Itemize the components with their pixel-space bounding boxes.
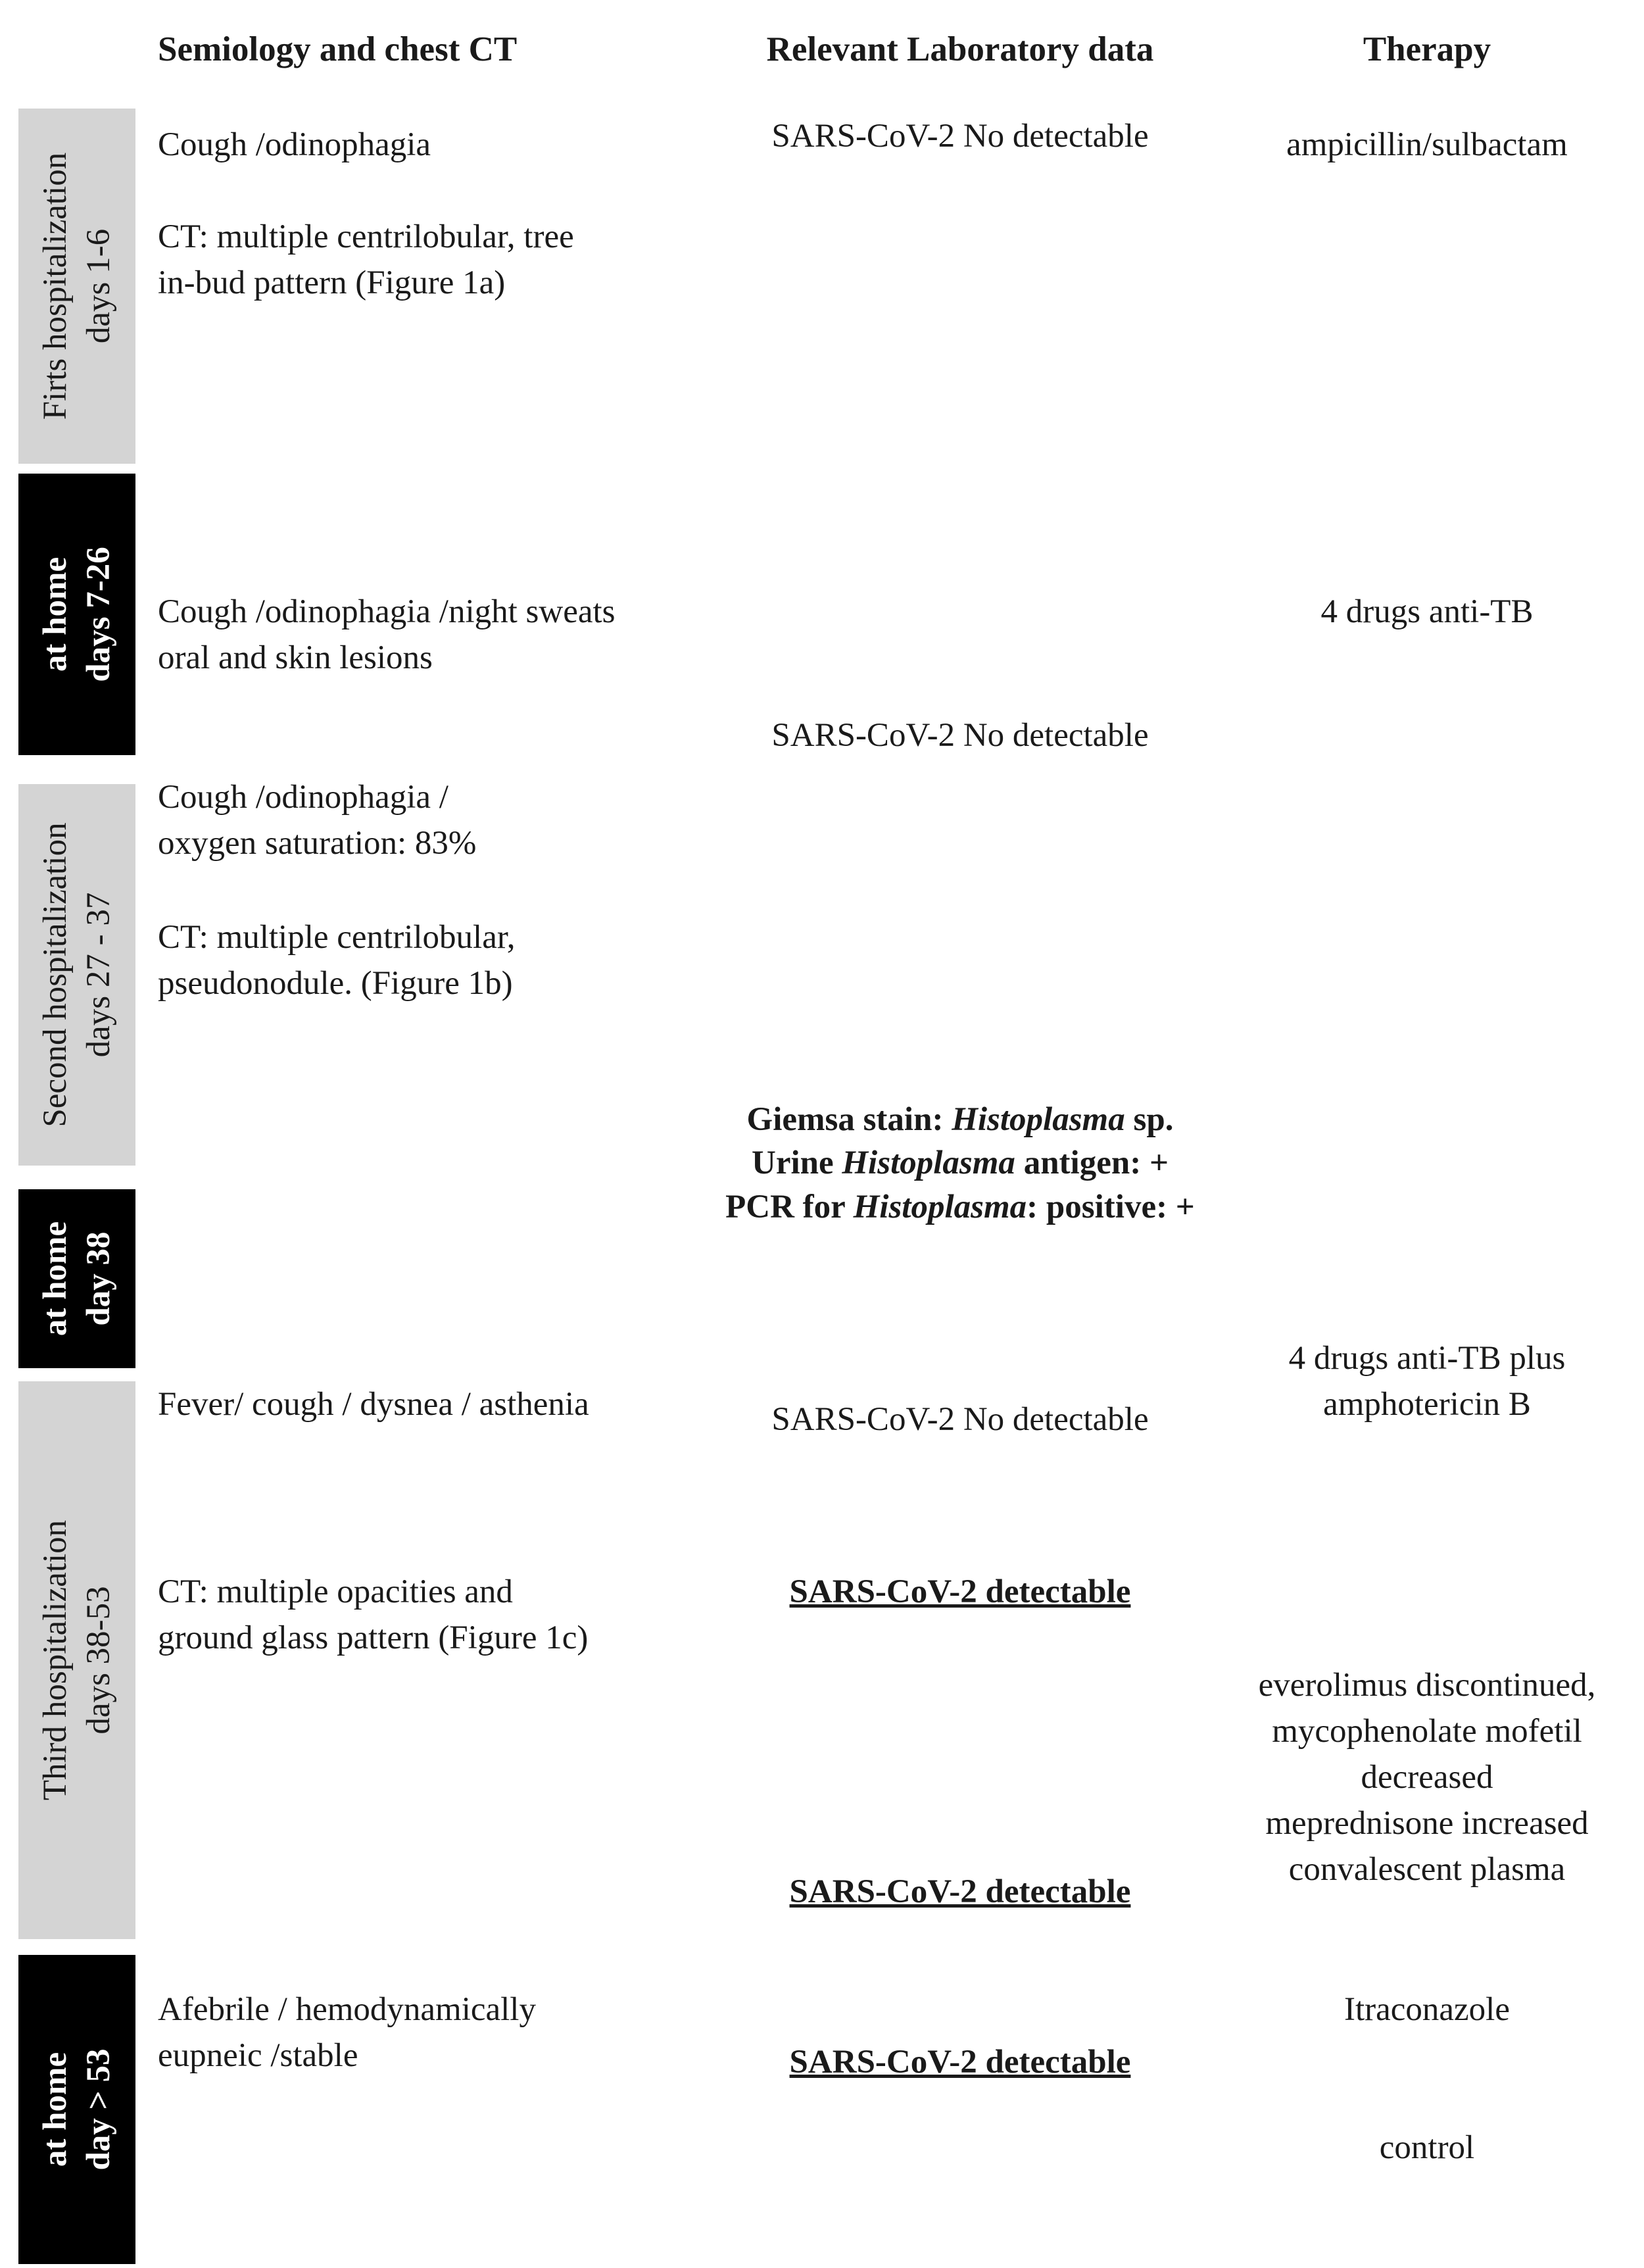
lab-result-detectable: SARS-CoV-2 detectable bbox=[789, 1573, 1131, 1610]
semiology-text: Afebrile / hemodynamically bbox=[158, 1991, 536, 2028]
semiology-text: Cough /odinophagia / bbox=[158, 779, 448, 816]
lab-result-detectable: SARS-CoV-2 detectable bbox=[789, 1873, 1131, 1910]
lab-label: Giemsa stain: bbox=[746, 1101, 952, 1138]
lab-result: SARS-CoV-2 No detectable bbox=[771, 1401, 1149, 1438]
header-semiology: Semiology and chest CT bbox=[158, 30, 518, 68]
lab-pcr bbox=[658, 1184, 1263, 1230]
header-therapy: Therapy bbox=[1363, 30, 1491, 68]
therapy-text: 4 drugs anti-TB plus bbox=[1288, 1340, 1566, 1377]
therapy-text: mycophenolate mofetil bbox=[1272, 1713, 1582, 1750]
semiology-text: oxygen saturation: 83% bbox=[158, 825, 477, 862]
phase-days: days 38-53 bbox=[80, 1586, 117, 1735]
phase-days: day > 53 bbox=[80, 2048, 117, 2171]
phase-label: Third hospitalization bbox=[37, 1519, 74, 1801]
phase-label: at home bbox=[37, 1221, 74, 1337]
therapy-text: everolimus discontinued, bbox=[1258, 1667, 1596, 1704]
therapy-text: meprednisone increased bbox=[1265, 1805, 1589, 1842]
therapy-text: 4 drugs anti-TB bbox=[1320, 593, 1534, 630]
semiology-text: Cough /odinophagia bbox=[158, 126, 431, 163]
semiology-text: CT: multiple centrilobular, bbox=[158, 919, 516, 956]
semiology-text: Fever/ cough / dysnea / asthenia bbox=[158, 1386, 589, 1423]
therapy-text: convalescent plasma bbox=[1288, 1851, 1566, 1888]
lab-result: SARS-CoV-2 No detectable bbox=[771, 717, 1149, 754]
lab-result-detectable: SARS-CoV-2 detectable bbox=[789, 2044, 1131, 2081]
phase-bar-at-home-2 bbox=[18, 1189, 135, 1368]
semiology-text: oral and skin lesions bbox=[158, 639, 433, 676]
therapy-text: ampicillin/sulbactam bbox=[1286, 126, 1568, 163]
phase-label: Firts hospitalization bbox=[37, 152, 74, 420]
phase-label: at home bbox=[37, 2052, 74, 2167]
semiology-text: ground glass pattern (Figure 1c) bbox=[158, 1619, 589, 1656]
phase-bar-third-hospitalization bbox=[18, 1381, 135, 1939]
lab-organism: Histoplasma bbox=[952, 1101, 1125, 1138]
lab-organism: Histoplasma bbox=[842, 1145, 1015, 1181]
phase-days: days 7-26 bbox=[80, 547, 117, 682]
lab-value: : positive: + bbox=[1027, 1189, 1195, 1225]
lab-giemsa-stain bbox=[658, 1097, 1263, 1143]
lab-label: Urine bbox=[752, 1145, 842, 1181]
header-lab: Relevant Laboratory data bbox=[766, 30, 1154, 68]
lab-organism: Histoplasma bbox=[853, 1189, 1027, 1225]
lab-urine-antigen bbox=[658, 1140, 1263, 1186]
phase-days: days 1-6 bbox=[80, 228, 117, 344]
therapy-text: amphotericin B bbox=[1323, 1386, 1531, 1423]
phase-days: day 38 bbox=[80, 1231, 117, 1326]
semiology-text: Cough /odinophagia /night sweats bbox=[158, 593, 616, 630]
lab-label: PCR for bbox=[725, 1189, 854, 1225]
semiology-text: eupneic /stable bbox=[158, 2037, 358, 2074]
lab-result: SARS-CoV-2 No detectable bbox=[771, 118, 1149, 155]
lab-value: sp. bbox=[1124, 1101, 1174, 1138]
lab-value: antigen: + bbox=[1015, 1145, 1169, 1181]
phase-label: at home bbox=[37, 556, 74, 672]
therapy-text: decreased bbox=[1361, 1759, 1493, 1796]
semiology-text: CT: multiple centrilobular, tree bbox=[158, 218, 574, 255]
semiology-text: in-bud pattern (Figure 1a) bbox=[158, 264, 506, 301]
semiology-text: CT: multiple opacities and bbox=[158, 1573, 513, 1610]
semiology-text: pseudonodule. (Figure 1b) bbox=[158, 965, 513, 1002]
therapy-text: control bbox=[1379, 2129, 1475, 2166]
phase-days: days 27 - 37 bbox=[80, 892, 117, 1058]
phase-bar-at-home-3 bbox=[18, 1955, 135, 2264]
phase-bar-second-hospitalization bbox=[18, 784, 135, 1166]
phase-label: Second hospitalization bbox=[37, 822, 74, 1127]
phase-bar-first-hospitalization bbox=[18, 109, 135, 464]
therapy-text: Itraconazole bbox=[1344, 1991, 1510, 2028]
phase-bar-at-home-1 bbox=[18, 474, 135, 755]
